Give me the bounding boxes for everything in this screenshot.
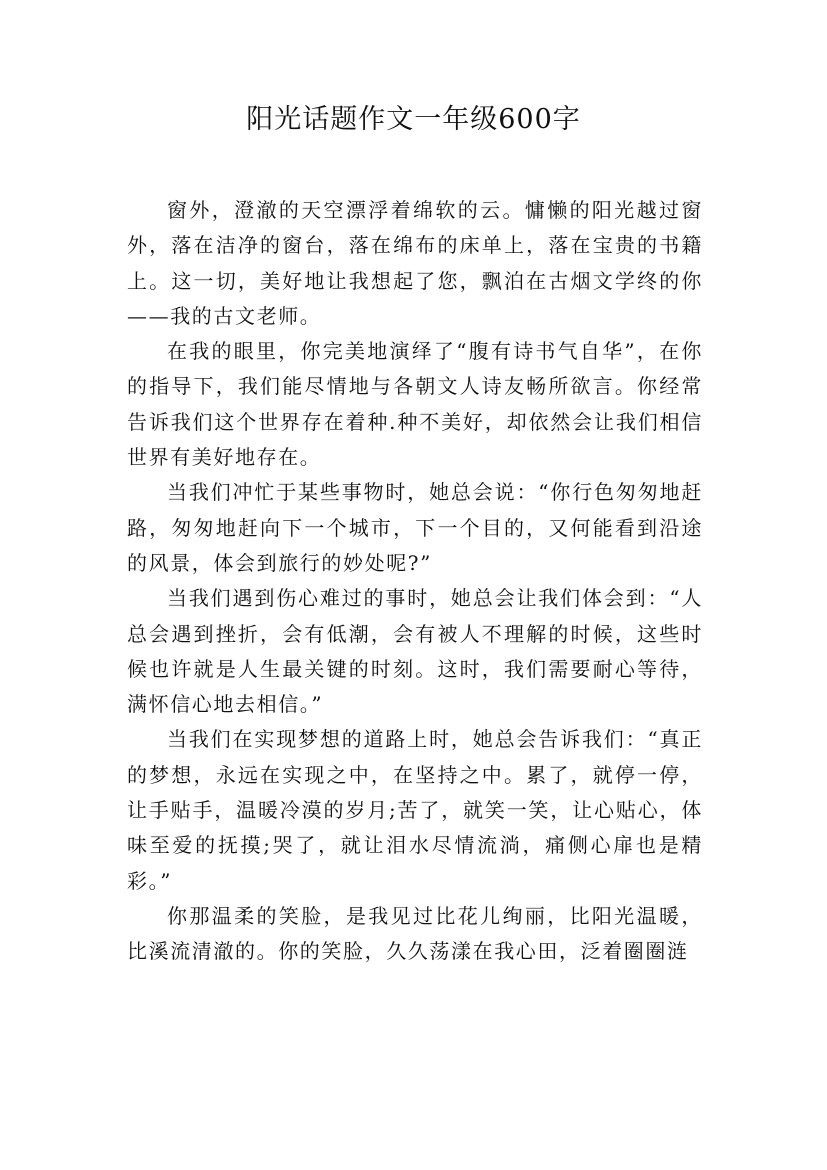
- paragraph-5: 当我们在实现梦想的道路上时，她总会告诉我们：“真正的梦想，永远在实现之中，在坚持之中。累了，就停一停，让手贴手，温暖冷漠的岁月;苦了，就笑一笑，让心贴心，体味至爱的抚摸;哭了，就让泪水尽情流淌，痛侧心扉也是精彩。”: [127, 727, 703, 893]
- page-title: 阳光话题作文一年级600字: [246, 104, 581, 135]
- paragraph-4: 当我们遇到伤心难过的事时，她总会让我们体会到：“人总会遇到挫折，会有低潮，会有被人不理解的时候，这些时候也许就是人生最关键的时刻。这时，我们需要耐心等待，满怀信心地去相信。”: [127, 586, 703, 717]
- paragraph-1: 窗外，澄澈的天空漂浮着绵软的云。慵懒的阳光越过窗外，落在洁净的窗台，落在绵布的床单上，落在宝贵的书籍上。这一切，美好地让我想起了您，飘泊在古烟文学终的你——我的古文老师。: [127, 198, 703, 328]
- paragraph-6: 你那温柔的笑脸，是我见过比花儿绚丽，比阳光温暖，比溪流清澈的。你的笑脸，久久荡漾在我心田，泛着圈圈涟: [127, 903, 703, 964]
- paragraph-2: 在我的眼里，你完美地演绎了“腹有诗书气自华”，在你的指导下，我们能尽情地与各朝文人诗友畅所欲言。你经常告诉我们这个世界存在着种.种不美好，却依然会让我们相信世界有美好地存在。: [127, 339, 703, 470]
- article-body: [127, 193, 703, 970]
- paragraph-3: 当我们冲忙于某些事物时，她总会说：“你行色匆匆地赶路，匆匆地赶向下一个城市，下一个目的，又何能看到沿途的风景，体会到旅行的妙处呢?”: [127, 480, 703, 575]
